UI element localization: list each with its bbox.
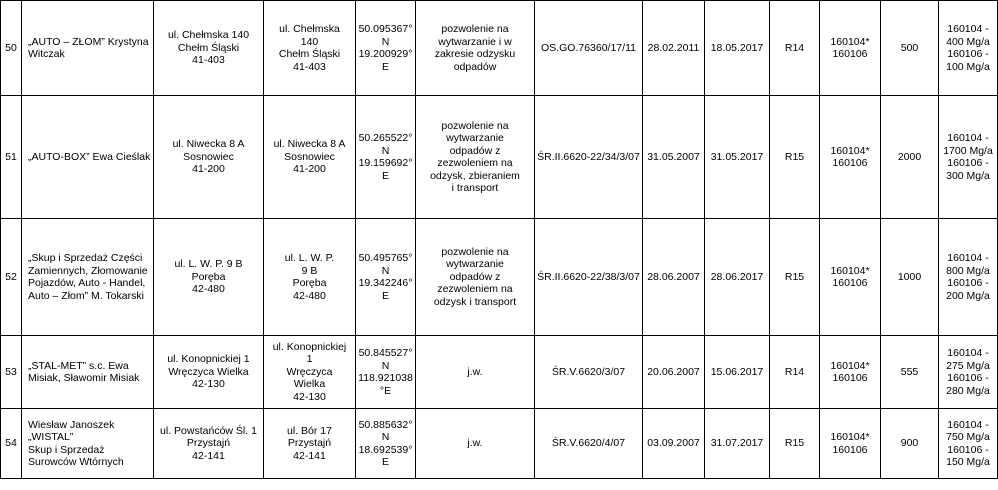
coordinates: 50.095367° N 19.200929° E [356, 1, 416, 96]
date-valid-until: 15.06.2017 [705, 336, 770, 409]
waste-limits: 160104 - 275 Mg/a 160106 - 280 Mg/a [939, 336, 998, 409]
company-address: ul. Powstańców Śl. 1 Przystajń 42-141 [154, 409, 264, 479]
waste-limits: 160104 - 400 Mg/a 160106 - 100 Mg/a [939, 1, 998, 96]
capacity: 2000 [881, 96, 939, 219]
permit-type: pozwolenie na wytwarzanie i w zakresie odzysku odpadów [416, 1, 535, 96]
date-valid-until: 18.05.2017 [705, 1, 770, 96]
coordinates: 50.495765° N 19.342246° E [356, 219, 416, 336]
waste-codes: 160104* 160106 [820, 96, 881, 219]
company-address: ul. Konopnickiej 1 Wręczyca Wielka 42-130 [154, 336, 264, 409]
coordinates: 50.845527° N 118.921038 °E [356, 336, 416, 409]
date-valid-until: 31.05.2017 [705, 96, 770, 219]
company-name: „Skup i Sprzedaż Części Zamiennych, Złomowanie Pojazdów, Auto - Handel, Auto – Złom” M. Tokarski [22, 219, 154, 336]
site-location: ul. Chełmska 140 Chełm Śląski 41-403 [264, 1, 356, 96]
waste-limits: 160104 - 800 Mg/a 160106 - 200 Mg/a [939, 219, 998, 336]
company-address: ul. L. W. P. 9 B Poręba 42-480 [154, 219, 264, 336]
coordinates: 50.885632° N 18.692539° E [356, 409, 416, 479]
process-code: R15 [770, 96, 820, 219]
permit-type: j.w. [416, 336, 535, 409]
company-name: Wiesław Janoszek „WISTAL” Skup i Sprzedaż Surowców Wtórnych [22, 409, 154, 479]
waste-codes: 160104* 160106 [820, 1, 881, 96]
date-issued: 20.06.2007 [643, 336, 705, 409]
process-code: R14 [770, 1, 820, 96]
decision-reference: ŚR.V.6620/3/07 [535, 336, 643, 409]
company-name: „AUTO – ZŁOM” Krystyna Witczak [22, 1, 154, 96]
waste-codes: 160104* 160106 [820, 219, 881, 336]
table-row [1, 1, 998, 96]
capacity: 900 [881, 409, 939, 479]
permit-type: j.w. [416, 409, 535, 479]
decision-reference: ŚR.V.6620/4/07 [535, 409, 643, 479]
company-address: ul. Niwecka 8 A Sosnowiec 41-200 [154, 96, 264, 219]
capacity: 500 [881, 1, 939, 96]
row-number: 50 [1, 1, 22, 96]
capacity: 1000 [881, 219, 939, 336]
row-number: 54 [1, 409, 22, 479]
site-location: ul. Konopnickiej 1 Wręczyca Wielka 42-130 [264, 336, 356, 409]
row-number: 53 [1, 336, 22, 409]
company-address: ul. Chełmska 140 Chełm Śląski 41-403 [154, 1, 264, 96]
site-location: ul. Bór 17 Przystajń 42-141 [264, 409, 356, 479]
coordinates: 50.265522° N 19.159692° E [356, 96, 416, 219]
table-row [1, 219, 998, 336]
process-code: R15 [770, 409, 820, 479]
waste-limits: 160104 - 750 Mg/a 160106 - 150 Mg/a [939, 409, 998, 479]
waste-limits: 160104 - 1700 Mg/a 160106 - 300 Mg/a [939, 96, 998, 219]
date-issued: 28.02.2011 [643, 1, 705, 96]
process-code: R15 [770, 219, 820, 336]
date-valid-until: 28.06.2017 [705, 219, 770, 336]
waste-codes: 160104* 160106 [820, 409, 881, 479]
permit-type: pozwolenie na wytwarzanie odpadów z zezwoleniem na odzysk, zbieraniem i transport [416, 96, 535, 219]
date-issued: 03.09.2007 [643, 409, 705, 479]
row-number: 51 [1, 96, 22, 219]
decision-reference: ŚR.II.6620-22/34/3/07 [535, 96, 643, 219]
table-row [1, 409, 998, 479]
date-valid-until: 31.07.2017 [705, 409, 770, 479]
site-location: ul. L. W. P. 9 B Poręba 42-480 [264, 219, 356, 336]
date-issued: 31.05.2007 [643, 96, 705, 219]
date-issued: 28.06.2007 [643, 219, 705, 336]
decision-reference: OS.GO.76360/17/11 [535, 1, 643, 96]
table-row [1, 96, 998, 219]
table-row [1, 336, 998, 409]
row-number: 52 [1, 219, 22, 336]
waste-codes: 160104* 160106 [820, 336, 881, 409]
site-location: ul. Niwecka 8 A Sosnowiec 41-200 [264, 96, 356, 219]
process-code: R14 [770, 336, 820, 409]
decision-reference: ŚR.II.6620-22/38/3/07 [535, 219, 643, 336]
capacity: 555 [881, 336, 939, 409]
permit-type: pozwolenie na wytwarzanie odpadów z zezwoleniem na odzysk i transport [416, 219, 535, 336]
company-name: „AUTO-BOX” Ewa Cieślak [22, 96, 154, 219]
company-name: „STAL-MET” s.c. Ewa Misiak, Sławomir Misiak [22, 336, 154, 409]
